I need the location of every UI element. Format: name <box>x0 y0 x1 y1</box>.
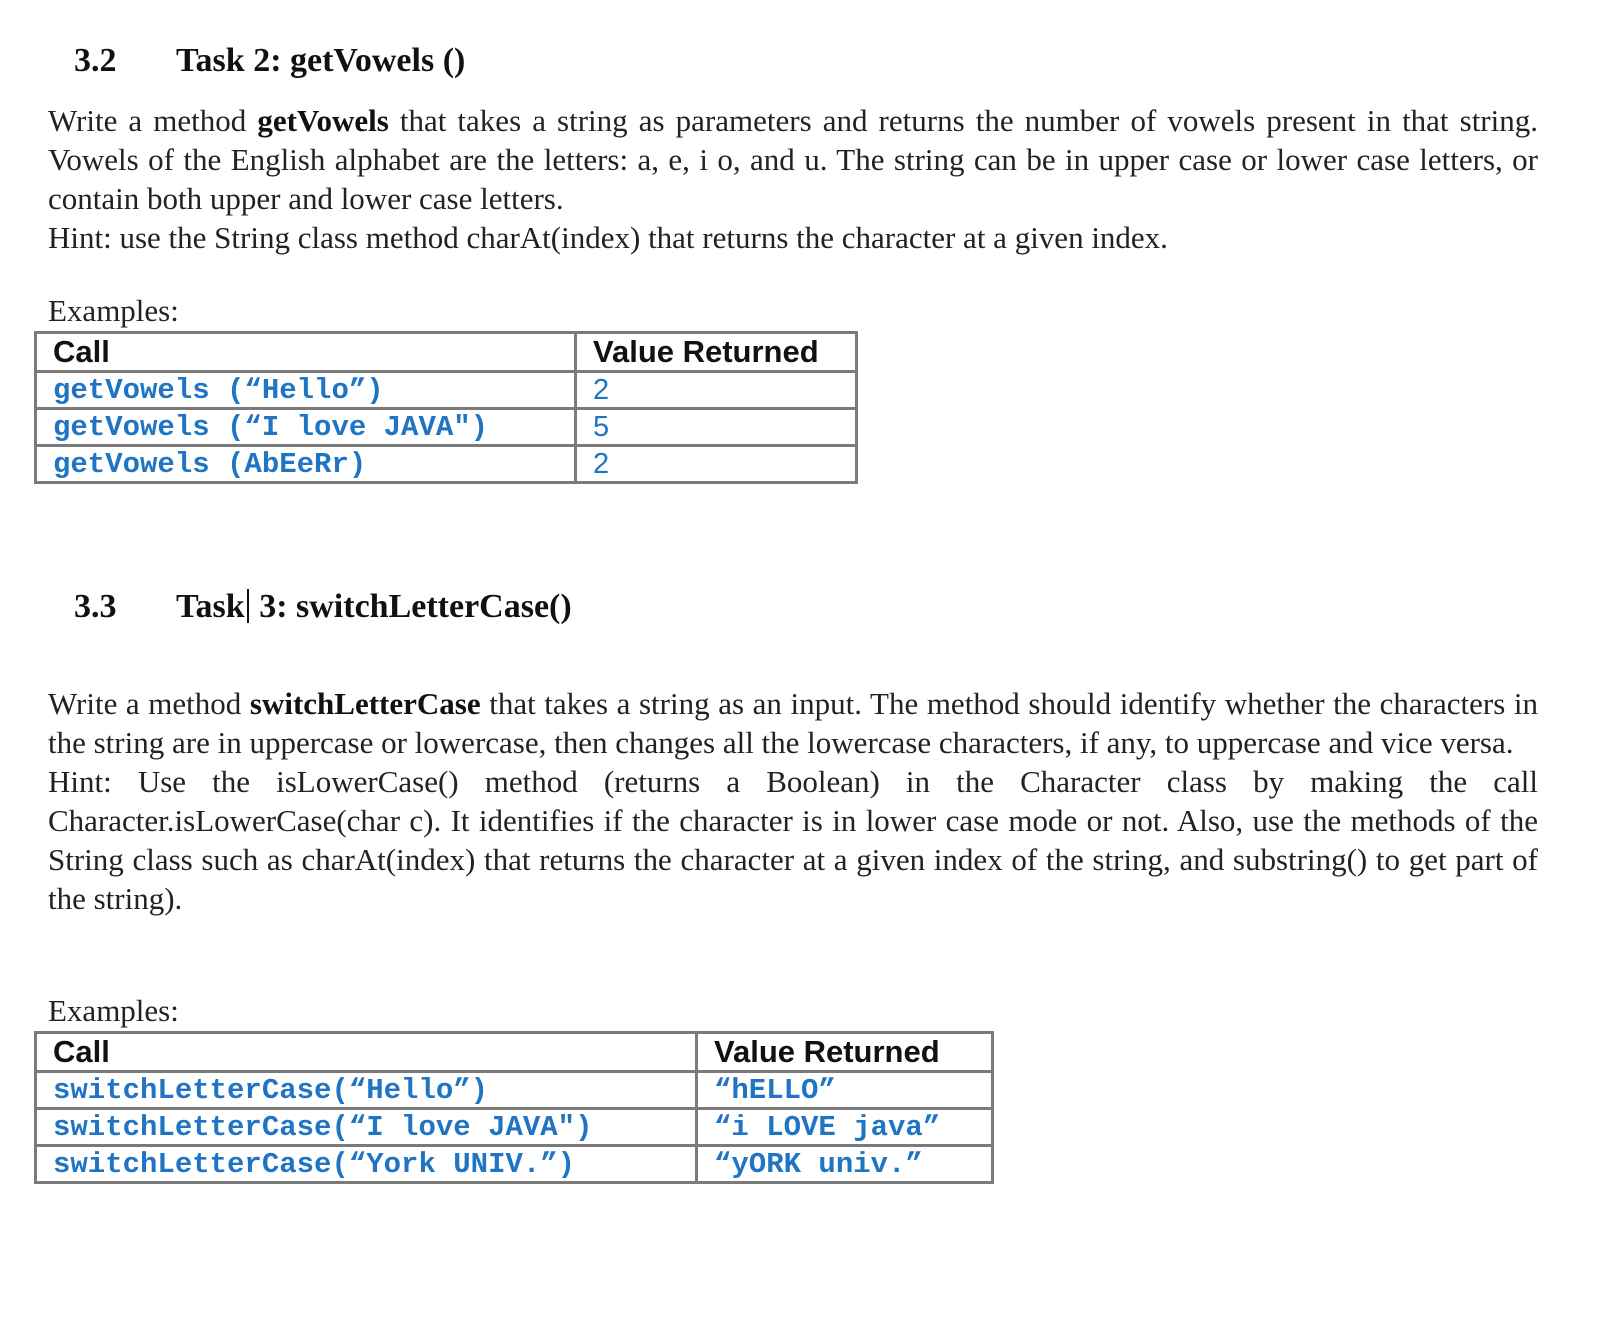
call-cell: switchLetterCase(“York UNIV.”) <box>36 1146 697 1183</box>
task3-examples-table <box>34 1031 994 1184</box>
value-cell: “yORK univ.” <box>697 1146 993 1183</box>
value-cell: “hELLO” <box>697 1072 993 1109</box>
task2-desc-rest: that takes a string as parameters and returns the number of vowels present in that string. Vowels of the English alphabet are the letters: a, e, i o, and u. The string can be in upper case or lower case letters, or contain both upper and lower case letters. <box>48 103 1538 216</box>
value-cell: “i LOVE java” <box>697 1109 993 1146</box>
table-row <box>36 446 857 483</box>
task3-heading <box>74 588 572 626</box>
table-header-row <box>36 1033 993 1072</box>
header-value-returned: Value Returned <box>697 1033 993 1072</box>
task3-description <box>48 684 1538 918</box>
task3-method-name: switchLetterCase <box>249 686 481 721</box>
value-cell: 2 <box>576 372 857 409</box>
task2-description <box>48 101 1538 257</box>
table-row <box>36 372 857 409</box>
value-cell: 5 <box>576 409 857 446</box>
call-cell: switchLetterCase(“Hello”) <box>36 1072 697 1109</box>
task2-desc-intro: Write a method <box>48 103 258 138</box>
header-call: Call <box>36 1033 697 1072</box>
table-row <box>36 1109 993 1146</box>
value-cell: 2 <box>576 446 857 483</box>
task2-number: 3.2 <box>74 42 117 79</box>
call-cell: getVowels (AbEeRr) <box>36 446 576 483</box>
task3-title-a: Task <box>176 588 245 625</box>
table-row <box>36 1072 993 1109</box>
task3-number: 3.3 <box>74 588 117 625</box>
task2-method-name: getVowels <box>257 103 389 138</box>
table-row <box>36 1146 993 1183</box>
task2-examples-table <box>34 331 858 484</box>
call-cell: switchLetterCase(“I love JAVA") <box>36 1109 697 1146</box>
task3-examples-label: Examples: <box>48 993 179 1028</box>
header-call: Call <box>36 333 576 372</box>
task2-examples-label: Examples: <box>48 293 179 328</box>
task3-desc-rest: that takes a string as an input. The method should identify whether the characters in the string are in uppercase or lowercase, then changes all the lowercase characters, if any, to uppercase and vice versa. <box>48 686 1538 760</box>
task3-title-b: 3: switchLetterCase() <box>250 588 572 625</box>
header-value-returned: Value Returned <box>576 333 857 372</box>
call-cell: getVowels (“Hello”) <box>36 372 576 409</box>
task3-hint: Hint: Use the isLowerCase() method (returns a Boolean) in the Character class by making the call Character.isLowerCase(char c). It identifies if the character is in lower case mode or not. Also, use the methods of the String class such as charAt(index) that returns the character at a given index of the string, and substring() to get part of the string). <box>48 764 1538 916</box>
table-row <box>36 409 857 446</box>
table-header-row <box>36 333 857 372</box>
task3-desc-intro: Write a method <box>48 686 250 721</box>
task2-title: Task 2: getVowels () <box>176 42 466 79</box>
task2-hint: Hint: use the String class method charAt(index) that returns the character at a given index. <box>48 220 1168 255</box>
call-cell: getVowels (“I love JAVA") <box>36 409 576 446</box>
task2-heading <box>74 42 465 80</box>
text-cursor <box>247 589 249 623</box>
